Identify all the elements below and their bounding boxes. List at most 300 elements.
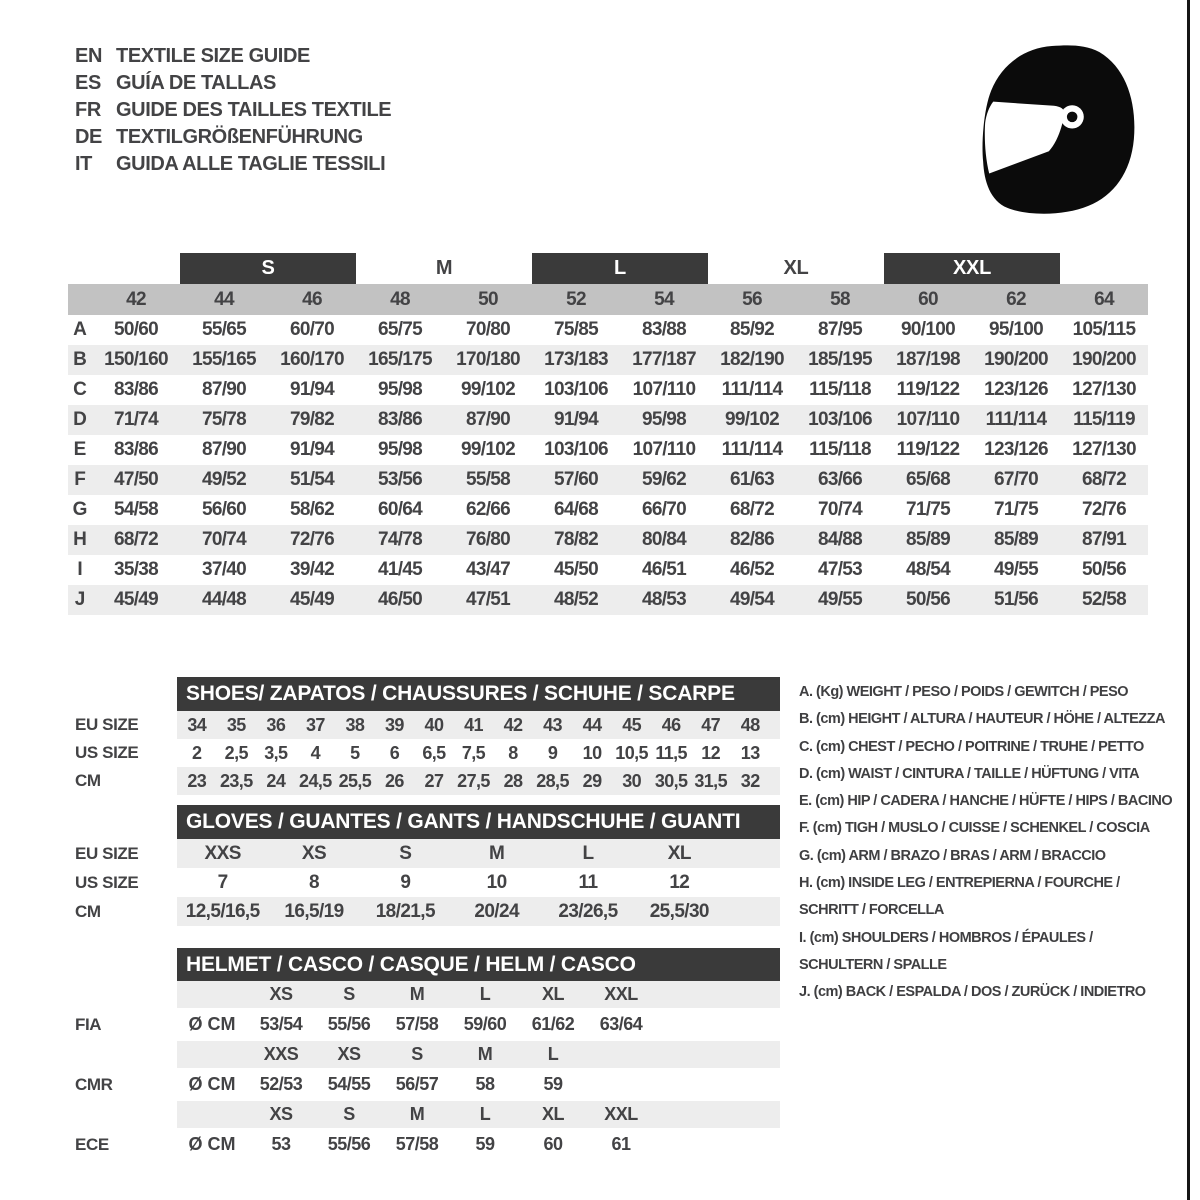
value-cell: 13 <box>740 742 760 763</box>
measurement-cell: 85/89 <box>905 529 951 550</box>
value-cell: 59/60 <box>463 1014 507 1034</box>
measurement-cell: 78/82 <box>553 529 599 550</box>
size-label: XS <box>337 1044 361 1064</box>
measurement-cell: 66/70 <box>641 499 687 520</box>
value-cell: 25,5/30 <box>649 900 709 922</box>
language-title: GUÍA DE TALLAS <box>116 72 276 94</box>
size-column-header: 62 <box>1006 288 1026 310</box>
table-row <box>75 839 780 868</box>
measurement-cell: 95/98 <box>641 409 687 430</box>
row-cells <box>177 711 780 739</box>
language-title: GUIDA ALLE TAGLIE TESSILI <box>116 153 386 175</box>
measurement-cell: 56/60 <box>201 499 247 520</box>
measurement-cell: 64/68 <box>553 499 599 520</box>
row-cells <box>177 839 780 868</box>
row-cells <box>177 1041 780 1068</box>
table-row <box>75 897 780 926</box>
standard-label: FIA <box>75 1014 102 1034</box>
value-cell: 4 <box>310 742 321 763</box>
measurement-cell: 45/49 <box>289 589 335 610</box>
size-label: S <box>343 1104 355 1124</box>
standard-label: ECE <box>75 1134 109 1154</box>
measurement-cell: 70/74 <box>201 529 247 550</box>
value-cell: 23,5 <box>219 770 253 791</box>
value-cell: 43 <box>543 714 562 735</box>
value-cell: 23/26,5 <box>558 900 618 922</box>
measurement-row <box>68 495 1148 525</box>
measurement-row <box>68 435 1148 465</box>
diameter-unit-label: Ø CM <box>188 1014 236 1034</box>
measurement-cell: 87/91 <box>1081 529 1127 550</box>
spacer <box>75 981 177 1008</box>
measurement-cell: 95/98 <box>377 439 423 460</box>
language-code: ES <box>75 72 101 94</box>
legend-line: J. (cm) BACK / ESPALDA / DOS / ZURÜCK / INDIETRO <box>799 984 1146 1001</box>
value-cell: 9 <box>400 871 411 893</box>
size-column-header: 52 <box>566 288 586 310</box>
racing-helmet-icon <box>981 44 1136 216</box>
value-cell: 27 <box>424 770 444 791</box>
measurement-cell: 58/62 <box>289 499 335 520</box>
measurement-cell: 72/76 <box>289 529 335 550</box>
language-code: FR <box>75 99 101 121</box>
legend-item <box>799 815 1191 842</box>
language-row <box>75 43 391 70</box>
measurement-cell: 67/70 <box>993 469 1039 490</box>
value-cell: 61/62 <box>531 1014 575 1034</box>
measurement-cell: 47/51 <box>465 589 511 610</box>
size-group-row <box>68 253 1148 284</box>
legend-item <box>799 734 1191 761</box>
language-title: TEXTILGRÖßENFÜHRUNG <box>116 126 363 148</box>
measurement-cell: 51/56 <box>993 589 1039 610</box>
value-cell: 48 <box>740 714 760 735</box>
value-cell: 34 <box>187 714 207 735</box>
measurement-cell: 70/80 <box>465 319 511 340</box>
measurement-cell: 103/106 <box>544 439 608 460</box>
helmet-table <box>75 948 780 1161</box>
value-cell: 2,5 <box>224 742 248 763</box>
measurement-cell: 91/94 <box>553 409 599 430</box>
standard-label: CMR <box>75 1074 113 1094</box>
size-label: L <box>479 984 491 1004</box>
legend-item <box>799 979 1191 1006</box>
measurement-cell: 49/55 <box>817 589 863 610</box>
shoes-title: SHOES/ ZAPATOS / CHAUSSURES / SCHUHE / SCARPE <box>186 682 735 705</box>
row-cells <box>177 767 780 795</box>
value-cell: 37 <box>305 714 325 735</box>
measurement-row <box>68 375 1148 405</box>
language-row <box>75 124 391 151</box>
measurement-cell: 46/51 <box>641 559 687 580</box>
size-column-header: 54 <box>654 288 674 310</box>
measurement-cell: 45/50 <box>553 559 599 580</box>
size-label: XL <box>541 984 564 1004</box>
measurement-cell: 68/72 <box>729 499 775 520</box>
measurement-cell: 115/119 <box>1073 409 1135 430</box>
table-row <box>75 767 780 795</box>
value-cell: 31,5 <box>694 770 727 791</box>
value-cell: 8 <box>309 871 319 893</box>
gloves-title: GLOVES / GUANTES / GANTS / HANDSCHUHE / GUANTI <box>186 810 741 833</box>
value-cell: 28,5 <box>536 770 569 791</box>
measurement-cell: 35/38 <box>113 559 159 580</box>
size-column-header: 64 <box>1094 288 1114 310</box>
size-label: XS <box>269 1104 293 1124</box>
measurement-cell: 52/58 <box>1081 589 1127 610</box>
value-cell: 30,5 <box>654 770 688 791</box>
row-letter: I <box>77 559 83 580</box>
value-cell: 28 <box>503 770 523 791</box>
measurement-cell: 53/56 <box>377 469 423 490</box>
size-group-label: M <box>435 257 453 279</box>
measurement-cell: 71/75 <box>905 499 951 520</box>
diameter-unit-label: Ø CM <box>188 1074 236 1094</box>
helmet-value-row <box>75 1008 780 1041</box>
measurement-cell: 99/102 <box>461 379 515 400</box>
value-cell: 57/58 <box>395 1134 439 1154</box>
legend-line: G. (cm) ARM / BRAZO / BRAS / ARM / BRACCIO <box>799 847 1106 864</box>
measurement-cell: 87/95 <box>817 319 863 340</box>
measurement-cell: 91/94 <box>289 379 335 400</box>
measurement-row <box>68 405 1148 435</box>
measurement-cell: 48/54 <box>905 559 951 580</box>
measurement-cell: 74/78 <box>377 529 423 550</box>
size-column-header: 50 <box>478 288 498 310</box>
shoes-title-bar <box>177 677 780 711</box>
language-row <box>75 70 391 97</box>
value-cell: 44 <box>582 714 602 735</box>
size-column-header: 60 <box>918 288 938 310</box>
size-label: L <box>547 1044 559 1064</box>
value-cell: 6 <box>389 742 400 763</box>
row-cells <box>177 868 780 897</box>
measurement-cell: 68/72 <box>1081 469 1127 490</box>
measurement-cell: 76/80 <box>465 529 511 550</box>
value-cell: XXS <box>204 842 241 864</box>
language-code: IT <box>75 153 92 175</box>
measurement-cell: 41/45 <box>377 559 423 580</box>
measurement-cell: 111/114 <box>721 439 783 460</box>
size-label: M <box>409 1104 425 1124</box>
measurement-cell: 46/52 <box>729 559 775 580</box>
measurement-cell: 50/60 <box>113 319 159 340</box>
value-cell: 10 <box>582 742 602 763</box>
measurement-row <box>68 465 1148 495</box>
legend-line: SCHULTERN / SPALLE <box>799 956 947 973</box>
legend-item <box>799 706 1191 733</box>
value-cell: 9 <box>547 742 558 763</box>
size-column-header: 42 <box>126 288 146 310</box>
value-cell: 54/55 <box>327 1074 371 1094</box>
value-cell: XL <box>667 842 691 864</box>
measurement-cell: 165/175 <box>368 349 432 370</box>
value-cell: 58 <box>475 1074 495 1094</box>
measurement-cell: 87/90 <box>201 439 247 460</box>
measurement-cell: 60/64 <box>377 499 423 520</box>
measurement-cell: 160/170 <box>280 349 344 370</box>
value-cell: 55/56 <box>327 1014 371 1034</box>
helmet-title-bar <box>177 948 780 981</box>
measurement-cell: 39/42 <box>289 559 335 580</box>
measurement-row <box>68 345 1148 375</box>
size-column-header: 58 <box>830 288 850 310</box>
measurement-cell: 127/130 <box>1072 439 1136 460</box>
measurement-cell: 71/75 <box>993 499 1039 520</box>
measurement-cell: 85/92 <box>729 319 775 340</box>
measurement-cell: 82/86 <box>729 529 775 550</box>
legend-item <box>799 761 1191 788</box>
value-cell: 12 <box>669 871 690 893</box>
measurement-cell: 68/72 <box>113 529 159 550</box>
measurement-cell: 49/54 <box>729 589 775 610</box>
legend-line: E. (cm) HIP / CADERA / HANCHE / HÜFTE / HIPS / BACINO <box>799 793 1173 810</box>
measurement-cell: 47/53 <box>817 559 863 580</box>
row-label: EU SIZE <box>75 715 139 734</box>
row-label: EU SIZE <box>75 843 139 863</box>
size-label: XS <box>269 984 293 1004</box>
row-letter: C <box>73 379 87 400</box>
right-border-line <box>1187 0 1190 1200</box>
measurement-cell: 190/200 <box>1072 349 1136 370</box>
measurement-cell: 105/115 <box>1072 319 1136 340</box>
value-cell: 61 <box>611 1134 631 1154</box>
row-cells <box>177 1008 780 1041</box>
table-row <box>75 711 780 739</box>
measurement-cell: 123/126 <box>984 379 1048 400</box>
measurement-cell: 155/165 <box>192 349 256 370</box>
value-cell: 35 <box>226 714 246 735</box>
measurement-cell: 50/56 <box>1081 559 1127 580</box>
value-cell: 12,5/16,5 <box>185 900 260 922</box>
measurement-cell: 99/102 <box>725 409 779 430</box>
row-label: US SIZE <box>75 743 139 762</box>
measurement-cell: 80/84 <box>641 529 687 550</box>
value-cell: 11,5 <box>655 742 687 763</box>
measurement-cell: 55/58 <box>465 469 511 490</box>
shoes-table <box>75 677 780 795</box>
measurement-cell: 182/190 <box>720 349 784 370</box>
measurement-row <box>68 585 1148 615</box>
row-letter: A <box>73 319 87 340</box>
measurement-cell: 107/110 <box>632 379 696 400</box>
row-label: US SIZE <box>75 872 139 892</box>
value-cell: 63/64 <box>599 1014 643 1034</box>
measurement-cell: 170/180 <box>456 349 520 370</box>
measurement-cell: 87/90 <box>201 379 247 400</box>
value-cell: 57/58 <box>395 1014 439 1034</box>
measurement-row <box>68 315 1148 345</box>
measurement-cell: 60/70 <box>289 319 335 340</box>
measurement-cell: 185/195 <box>808 349 872 370</box>
size-column-header: 46 <box>302 288 322 310</box>
value-cell: 8 <box>508 742 518 763</box>
language-title: TEXTILE SIZE GUIDE <box>116 45 310 67</box>
spacer <box>68 253 180 284</box>
value-cell: 53 <box>271 1134 291 1154</box>
row-letter: F <box>74 469 86 490</box>
size-label: XXL <box>604 984 638 1004</box>
legend-line: C. (cm) CHEST / PECHO / POITRINE / TRUHE / PETTO <box>799 738 1144 755</box>
legend-line: F. (cm) TIGH / MUSLO / CUISSE / SCHENKEL / COSCIA <box>799 820 1150 837</box>
measurement-cell: 37/40 <box>201 559 247 580</box>
row-cells <box>177 981 780 1008</box>
size-column-header: 56 <box>742 288 762 310</box>
measurement-cell: 79/82 <box>289 409 335 430</box>
language-row <box>75 97 391 124</box>
value-cell: 26 <box>385 770 404 791</box>
measurement-cell: 87/90 <box>465 409 511 430</box>
measurement-cell: 63/66 <box>817 469 863 490</box>
language-title: GUIDE DES TAILLES TEXTILE <box>116 99 392 121</box>
measurement-cell: 115/118 <box>809 379 871 400</box>
value-cell: 10,5 <box>615 742 648 763</box>
measurement-cell: 51/54 <box>289 469 335 490</box>
measurement-cell: 83/86 <box>377 409 423 430</box>
measurement-cell: 85/89 <box>993 529 1039 550</box>
measurement-row <box>68 555 1148 585</box>
measurement-cell: 103/106 <box>808 409 872 430</box>
row-cells <box>177 1128 780 1161</box>
legend-line: A. (Kg) WEIGHT / PESO / POIDS / GEWITCH / PESO <box>799 684 1129 700</box>
size-group-label: XXL <box>884 253 1060 284</box>
helmet-title: HELMET / CASCO / CASQUE / HELM / CASCO <box>186 952 636 976</box>
row-letter: J <box>74 589 86 610</box>
measurement-cell: 70/74 <box>817 499 863 520</box>
row-cells <box>177 1101 780 1128</box>
value-cell: 30 <box>622 770 642 791</box>
measurement-cell: 83/88 <box>641 319 687 340</box>
value-cell: 3,5 <box>264 742 288 763</box>
measurement-cell: 127/130 <box>1072 379 1136 400</box>
legend-line: D. (cm) WAIST / CINTURA / TAILLE / HÜFTUNG / VITA <box>799 765 1140 782</box>
measurement-cell: 187/198 <box>896 349 960 370</box>
helmet-size-row <box>75 1041 780 1068</box>
value-cell: 7 <box>217 871 228 893</box>
measurement-legend <box>799 679 1191 1007</box>
measurement-cell: 103/106 <box>544 379 608 400</box>
value-cell: 20/24 <box>474 900 519 922</box>
value-cell: 11 <box>578 871 598 893</box>
value-cell: 52/53 <box>259 1074 303 1094</box>
value-cell: 24 <box>266 770 286 791</box>
value-cell: 18/21,5 <box>375 900 435 922</box>
helmet-rows <box>75 981 780 1161</box>
value-cell: 40 <box>424 714 444 735</box>
value-cell: 59 <box>543 1074 563 1094</box>
value-cell: 53/54 <box>259 1014 303 1034</box>
measurement-cell: 123/126 <box>984 439 1048 460</box>
value-cell: XS <box>301 842 327 864</box>
value-cell: 38 <box>345 714 365 735</box>
helmet-size-row <box>75 981 780 1008</box>
measurement-cell: 190/200 <box>984 349 1048 370</box>
measurement-cell: 84/88 <box>817 529 863 550</box>
measurement-cell: 54/58 <box>113 499 159 520</box>
size-label: L <box>479 1104 491 1124</box>
measurement-cell: 65/75 <box>377 319 423 340</box>
size-label: S <box>343 984 355 1004</box>
measurement-cell: 111/114 <box>721 379 783 400</box>
measurement-cell: 49/52 <box>201 469 247 490</box>
legend-line: B. (cm) HEIGHT / ALTURA / HAUTEUR / HÖHE / ALTEZZA <box>799 711 1165 728</box>
value-cell: 16,5/19 <box>284 900 344 922</box>
value-cell: 24,5 <box>299 770 332 791</box>
value-cell: 25,5 <box>338 770 372 791</box>
measurement-cell: 48/53 <box>641 589 687 610</box>
row-label: CM <box>75 771 101 790</box>
measurement-cell: 107/110 <box>632 439 696 460</box>
value-cell: 12 <box>701 742 721 763</box>
measurement-cell: 95/100 <box>989 319 1043 340</box>
gloves-table <box>75 805 780 926</box>
row-letter: B <box>73 349 87 370</box>
spacer <box>75 1041 177 1068</box>
size-label: S <box>411 1044 423 1064</box>
row-letter: D <box>73 409 87 430</box>
shoes-rows <box>75 711 780 795</box>
measurement-cell: 61/63 <box>729 469 775 490</box>
language-header <box>75 43 391 178</box>
size-label: M <box>477 1044 493 1064</box>
size-label: XXL <box>604 1104 638 1124</box>
measurement-cell: 75/85 <box>553 319 599 340</box>
legend-line: H. (cm) INSIDE LEG / ENTREPIERNA / FOURCHE / <box>799 875 1120 892</box>
measurement-cell: 83/86 <box>113 439 159 460</box>
legend-item <box>799 843 1191 870</box>
measurement-cell: 173/183 <box>544 349 608 370</box>
size-label: XL <box>541 1104 564 1124</box>
table-row <box>75 739 780 767</box>
diameter-unit-label: Ø CM <box>188 1134 236 1154</box>
value-cell: 5 <box>350 742 360 763</box>
gloves-title-bar <box>177 805 780 839</box>
row-cells <box>177 1068 780 1101</box>
measurement-cell: 111/114 <box>985 409 1047 430</box>
measurement-cell: 62/66 <box>465 499 511 520</box>
value-cell: M <box>489 842 505 864</box>
measurement-cell: 72/76 <box>1081 499 1127 520</box>
measurement-cell: 71/74 <box>113 409 159 430</box>
legend-item <box>799 925 1191 980</box>
measurement-cell: 95/98 <box>377 379 423 400</box>
value-cell: 29 <box>582 770 602 791</box>
row-letter: H <box>73 529 87 550</box>
size-column-header: 48 <box>390 288 410 310</box>
legend-item <box>799 679 1191 706</box>
legend-item <box>799 870 1191 925</box>
measurement-cell: 119/122 <box>896 439 960 460</box>
value-cell: 45 <box>622 714 642 735</box>
size-label: XXS <box>263 1044 299 1064</box>
value-cell: 39 <box>385 714 404 735</box>
value-cell: 32 <box>740 770 760 791</box>
value-cell: 10 <box>486 871 507 893</box>
measurement-cell: 75/78 <box>201 409 247 430</box>
size-group-label: L <box>532 253 708 284</box>
value-cell: 46 <box>661 714 681 735</box>
measurement-cell: 43/47 <box>465 559 511 580</box>
value-cell: 23 <box>187 770 207 791</box>
size-columns-row <box>68 284 1148 315</box>
measurement-cell: 55/65 <box>201 319 247 340</box>
legend-line: I. (cm) SHOULDERS / HOMBROS / ÉPAULES / <box>799 929 1093 946</box>
row-cells <box>177 739 780 767</box>
main-size-table <box>68 253 1148 615</box>
measurement-cell: 150/160 <box>104 349 168 370</box>
value-cell: 47 <box>701 714 721 735</box>
table-row <box>75 868 780 897</box>
